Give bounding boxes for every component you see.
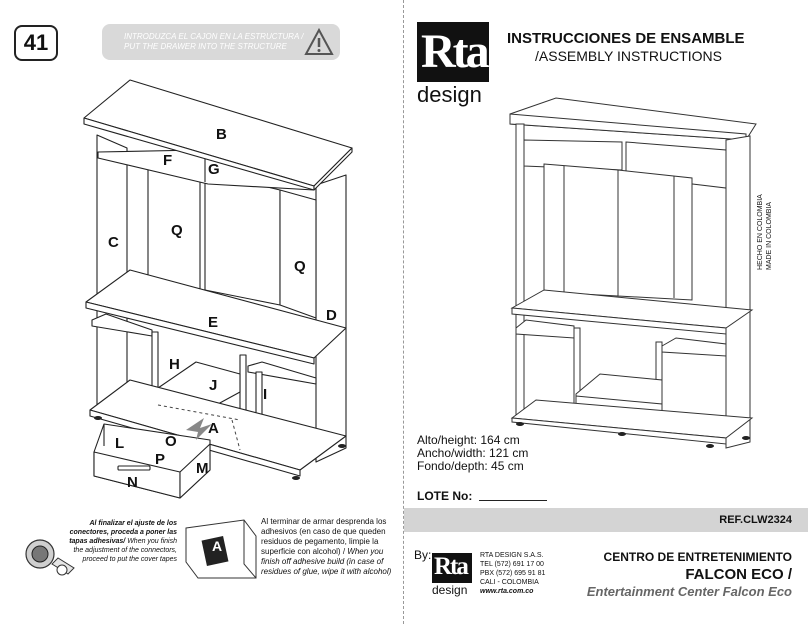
part-label-o: O: [165, 433, 177, 450]
part-label-d: D: [326, 307, 337, 324]
cover-tape-instruction: [63, 519, 177, 564]
product-category: CENTRO DE ENTRETENIMIENTO: [603, 550, 792, 564]
product-name-english: Entertainment Center Falcon Eco: [586, 584, 792, 599]
cover-tape-instruction-en: When you finish the adjustment of the connectors, proceed to put the cover tapes: [73, 538, 177, 563]
part-label-a: A: [208, 420, 219, 437]
adhesive-instruction-es: Al terminar de armar desprenda los adhesivos (en caso de que queden residuos de pegamento, limpie la superficie con alcohol) /: [261, 517, 387, 556]
company-tel: TEL (572) 691 17 00: [480, 561, 544, 568]
part-label-j: J: [209, 377, 218, 394]
warning-text-es: INTRODUZCA EL CAJON EN LA ESTRUCTURA /: [124, 32, 304, 41]
reference-code: REF.CLW2324: [719, 514, 792, 526]
part-label-p: P: [155, 451, 166, 468]
lot-number-field: [479, 500, 547, 501]
made-in-colombia-es: HECHO EN COLOMBIA: [757, 194, 764, 270]
part-label-f: F: [163, 152, 173, 169]
brand-logo-small: [432, 553, 476, 603]
by-label: By:: [414, 548, 432, 562]
part-label-i: I: [263, 386, 268, 403]
company-city: CALI - COLOMBIA: [480, 579, 539, 586]
product-name: FALCON ECO /: [685, 566, 792, 583]
title-spanish: INSTRUCCIONES DE ENSAMBLE: [507, 30, 745, 47]
company-name: RTA DESIGN S.A.S.: [480, 552, 544, 559]
part-label-c: C: [108, 234, 119, 251]
made-in-colombia-en: MADE IN COLOMBIA: [766, 201, 773, 270]
brand-logo-rta: Rta: [421, 25, 487, 78]
brand-logo-design: design: [417, 82, 482, 107]
part-label-n: N: [127, 474, 138, 491]
adhesive-label-letter: A: [212, 538, 223, 554]
company-website: www.rta.com.co: [480, 588, 534, 595]
part-label-b: B: [216, 126, 227, 143]
product-drawing: [404, 80, 808, 460]
part-label-q-left: Q: [171, 222, 183, 239]
part-label-q-right: Q: [294, 258, 306, 275]
title-english: /ASSEMBLY INSTRUCTIONS: [535, 48, 722, 64]
brand-logo-small-design: design: [432, 583, 468, 597]
adhesive-instruction-en: When you finish off adhesive build (in case of residues of glue, wipe it with alcohol): [261, 547, 392, 576]
made-in-colombia: [752, 180, 778, 270]
brand-logo-small-rta: Rta: [434, 553, 467, 580]
company-pbx: PBX (572) 695 91 81: [480, 570, 546, 577]
page-number: 41: [14, 25, 58, 61]
dimension-depth: Fondo/depth: 45 cm: [417, 459, 524, 473]
company-info: [480, 551, 545, 596]
warning-text-en: PUT THE DRAWER INTO THE STRUCTURE: [124, 42, 287, 51]
dimension-width: Ancho/width: 121 cm: [417, 446, 529, 460]
cover-tape-instruction-es: Al finalizar el ajuste de los conectores, proceda a poner las tapas adhesivas/: [69, 520, 177, 545]
part-label-h: H: [169, 356, 180, 373]
part-label-g: G: [208, 161, 220, 178]
part-label-m: M: [196, 460, 209, 477]
adhesive-instruction: [261, 517, 395, 577]
part-label-l: L: [115, 435, 125, 452]
lot-number-label: LOTE No:: [417, 489, 473, 503]
part-label-e: E: [208, 314, 219, 331]
dimension-height: Alto/height: 164 cm: [417, 433, 520, 447]
